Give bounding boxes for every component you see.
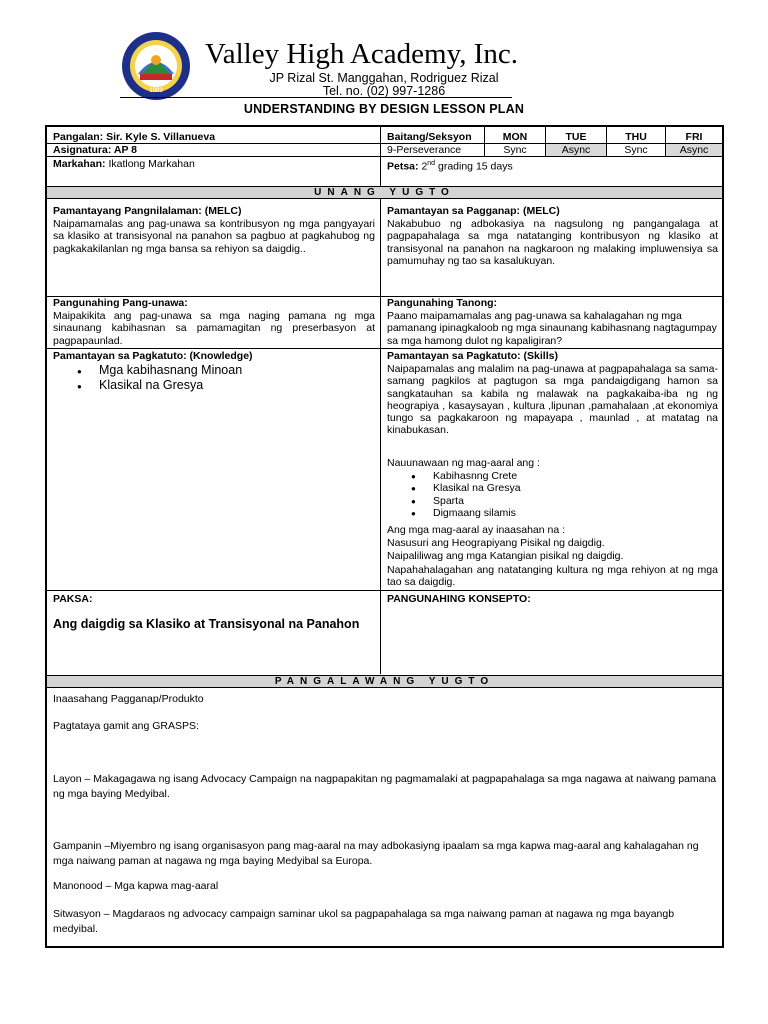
konsepto-label: PANGUNAHING KONSEPTO: [387,593,531,605]
skills-text: Naipapamalas ang malalim na pag-unawa at pagpapahalaga sa sama-samang pagkilos at pagtugon sa mga pandaigdigang hamon sa sangkatauhan sa kabila ng malawak na pagkakaiba-iba ng ng heograpiya , kasaysayan , kultura ,lipunan ,pamahalaan ,at ekonomiya tungo sa pagkakaroon ng mapayapa , maunlad , at matatag na kinabukasan. [387,363,718,437]
paksa-text: Ang daigdig sa Klasiko at Transisyonal na Panahon [53,617,360,631]
knowledge-list [99,363,242,393]
pangalan-label: Pangalan: Sir. Kyle S. Villanueva [53,131,216,143]
knowledge-item: ● Mga kabihasnang Minoan [99,363,242,378]
section-line [47,348,722,349]
skills-item: ● Klasikal na Gresya [433,482,521,494]
expect-2: Naipaliliwag ang mga Katangian pisikal ng daigdig. [387,550,624,562]
baitang-value: 9-Perseverance [387,144,462,156]
skills-item: ● Digmaang silamis [433,507,521,519]
day-tue: TUE [565,131,587,143]
school-name: Valley High Academy, Inc. [205,38,518,70]
pangunawa-label: Pangunahing Pang-unawa: [53,297,188,309]
asignatura-label: Asignatura: AP 8 [53,144,138,156]
petsa [387,158,513,173]
knowledge-item: ● Klasikal na Gresya [99,378,242,393]
mode-mon: Sync [503,144,527,156]
markahan [53,158,195,170]
baitang-label: Baitang/Seksyon [387,131,472,143]
expect-1: Nasusuri ang Heograpiyang Pisikal ng daigdig. [387,537,605,549]
inaasahang-text: Inaasahang Pagganap/Produkto [53,693,204,705]
markahan-value: Ikatlong Markahan [108,158,195,170]
pagganap-text: Nakabubuo ng adbokasiya na nagsulong ng pangangalaga at pagpapahalaga sa mga natatanging kontribusyon ng klasiko at transisyonal na panahon na nagkaroon ng malaking impluwensiya sa pamumuhay ng tao sa kasalukuyan. [387,218,718,267]
mode-fri: Async [666,144,722,156]
gampanin-text: Gampanin –Miyembro ng isang organisasyon pang mag-aaral na may adbokasiyng ipaalam sa mga kapwa mag-aaral ang kahalagahan ng mga naiwang paman at nagawa ng mga baying Medyibal sa Europa. [53,840,699,867]
section-line [47,590,722,591]
address-divider [120,97,512,98]
petsa-num: 2 [421,160,428,173]
pagtataya-text: Pagtataya gamit ang GRASPS: [53,720,199,732]
section-divider [380,199,381,674]
school-address: JP Rizal St. Manggahan, Rodriguez Rizal [269,71,499,85]
skills-item: ● Sparta [433,495,521,507]
paksa-label: PAKSA: [53,593,93,605]
school-tel: Tel. no. (02) 997-1286 [322,84,446,98]
skills-list [433,470,521,519]
header-row-line [47,156,722,157]
expect-3: Napahahalagahan ang natatanging kultura ng mga rehiyon at ng mga tao sa daigdig. [387,564,718,589]
petsa-sup: nd [427,160,436,167]
manonood-text: Manonood – Mga kapwa mag-aaral [53,880,219,892]
unang-yugto-band: UNANG YUGTO [47,186,722,199]
sitwasyon-text: Sitwasyon – Magdaraos ng advocacy campaign saminar ukol sa pagpapahalaga sa mga naiwang paman at nagawa ng mga bayangb medyibal. [53,908,675,935]
knowledge-label: Pamantayan sa Pagkatuto: (Knowledge) [53,350,253,362]
header-divider [380,127,381,186]
nauunawaan-text: Nauunawaan ng mag-aaral ang : [387,457,540,469]
melc-label: Pamantayang Pangnilalaman: (MELC) [53,205,242,217]
melc-text: Naipamamalas ang pag-unawa sa kontribusyon ng mga pangyayari sa klasiko at transisyonal na panahon sa pagbuo at pagkahubog ng pagkakakilanlan ng mga bansa sa rehiyon sa daigdig.. [53,218,375,255]
pangalawang-yugto-band: PANGALAWANG YUGTO [47,675,722,688]
tanong-label: Pangunahing Tanong: [387,297,498,309]
logo-year: 1993 [149,88,163,94]
tanong-text: Paano maipamamalas ang pag-unawa sa kahalagahan ng mga pamanang ipinagkaloob ng mga sinaunang kabihasnang nagtagumpay sa mga hamong dulot ng kapaligiran? [387,310,717,347]
pangunawa-text: Maipakikita ang pag-unawa sa mga naging pamana ng mga sinaunang kabihasnan sa pamamagitan ng preserbasyon at pagpapaunlad. [53,310,375,347]
plan-title: UNDERSTANDING BY DESIGN LESSON PLAN [243,102,525,116]
layon-text: Layon – Makagagawa ng isang Advocacy Campaign na nagpapakitan ng pagmamalaki at pagpapahalaga sa mga nagawa at naiwang pamana ng mga baying Medyibal. [53,773,717,800]
day-mon: MON [502,131,528,143]
petsa-rest: grading 15 days [435,160,513,173]
day-thu: THU [625,131,647,143]
mode-tue: Async [546,144,606,156]
skills-label: Pamantayan sa Pagkatuto: (Skills) [387,350,558,362]
markahan-label: Markahan: [53,158,106,170]
inaasahan-text: Ang mga mag-aaral ay inaasahan na : [387,524,566,536]
mode-thu: Sync [624,144,648,156]
petsa-label: Petsa: [387,160,419,173]
skills-item: ● Kabihasnng Crete [433,470,521,482]
day-fri: FRI [685,131,703,143]
pagganap-label: Pamantayan sa Pagganap: (MELC) [387,205,560,217]
